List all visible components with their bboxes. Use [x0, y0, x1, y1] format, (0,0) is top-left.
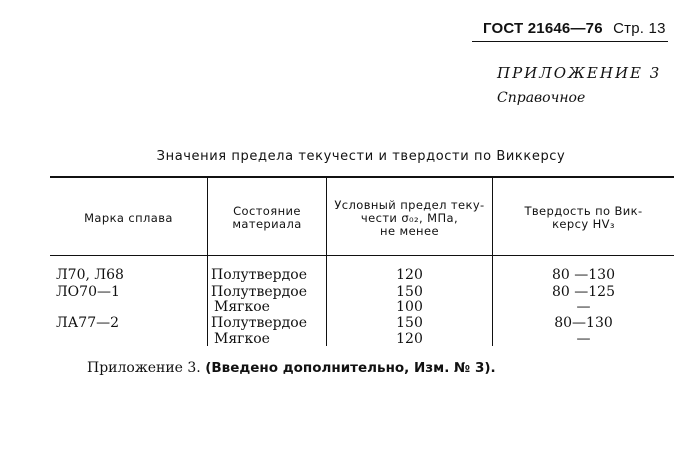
header-state: Состояние материала — [232, 204, 302, 231]
table-header-rule — [50, 255, 674, 256]
table-cell-state: Полутвердое — [211, 267, 307, 283]
table-cell-hardness: 80 —125 — [552, 284, 615, 300]
header-alloy: Марка сплава — [84, 210, 173, 225]
table-caption: Значения предела текучести и твердости по Виккерсу — [156, 149, 566, 164]
footnote-prefix: Приложение 3. — [87, 360, 206, 376]
footnote — [87, 360, 496, 376]
table-cell-state: Мягкое — [214, 331, 270, 347]
table-cell-alloy: ЛО70—1 — [56, 284, 120, 300]
footnote-amendment: (Введено дополнительно, Изм. № 3). — [205, 360, 496, 376]
header-divider — [472, 41, 668, 42]
page-number: Стр. 13 — [613, 20, 666, 37]
page-header — [483, 20, 666, 37]
table-cell-alloy: ЛА77—2 — [56, 315, 120, 331]
header-yield-strength: Условный предел теку- чести σ₀₂, МПа, не менее — [334, 197, 485, 238]
table-cell-yield: 150 — [396, 315, 423, 331]
table-cell-yield: 120 — [396, 267, 423, 283]
table-cell-hardness: — — [576, 299, 591, 315]
table-cell-yield: 120 — [396, 331, 423, 347]
table-cell-hardness: — — [576, 331, 591, 347]
table-cell-yield: 150 — [396, 284, 423, 300]
table-cell-state: Полутвердое — [211, 284, 307, 300]
table-cell-alloy: Л70, Л68 — [56, 267, 124, 283]
header-hardness: Твердость по Вик- керсу HV₃ — [524, 204, 643, 231]
table-cell-state: Мягкое — [214, 299, 270, 315]
table-top-rule — [50, 176, 674, 178]
table-cell-yield: 100 — [396, 299, 423, 315]
appendix-subtitle: Справочное — [497, 90, 586, 106]
table-cell-hardness: 80 —130 — [552, 267, 615, 283]
standard-number: ГОСТ 21646—76 — [483, 20, 603, 37]
table-cell-state: Полутвердое — [211, 315, 307, 331]
table-cell-hardness: 80—130 — [554, 315, 613, 331]
appendix-title: ПРИЛОЖЕНИЕ 3 — [497, 64, 662, 82]
